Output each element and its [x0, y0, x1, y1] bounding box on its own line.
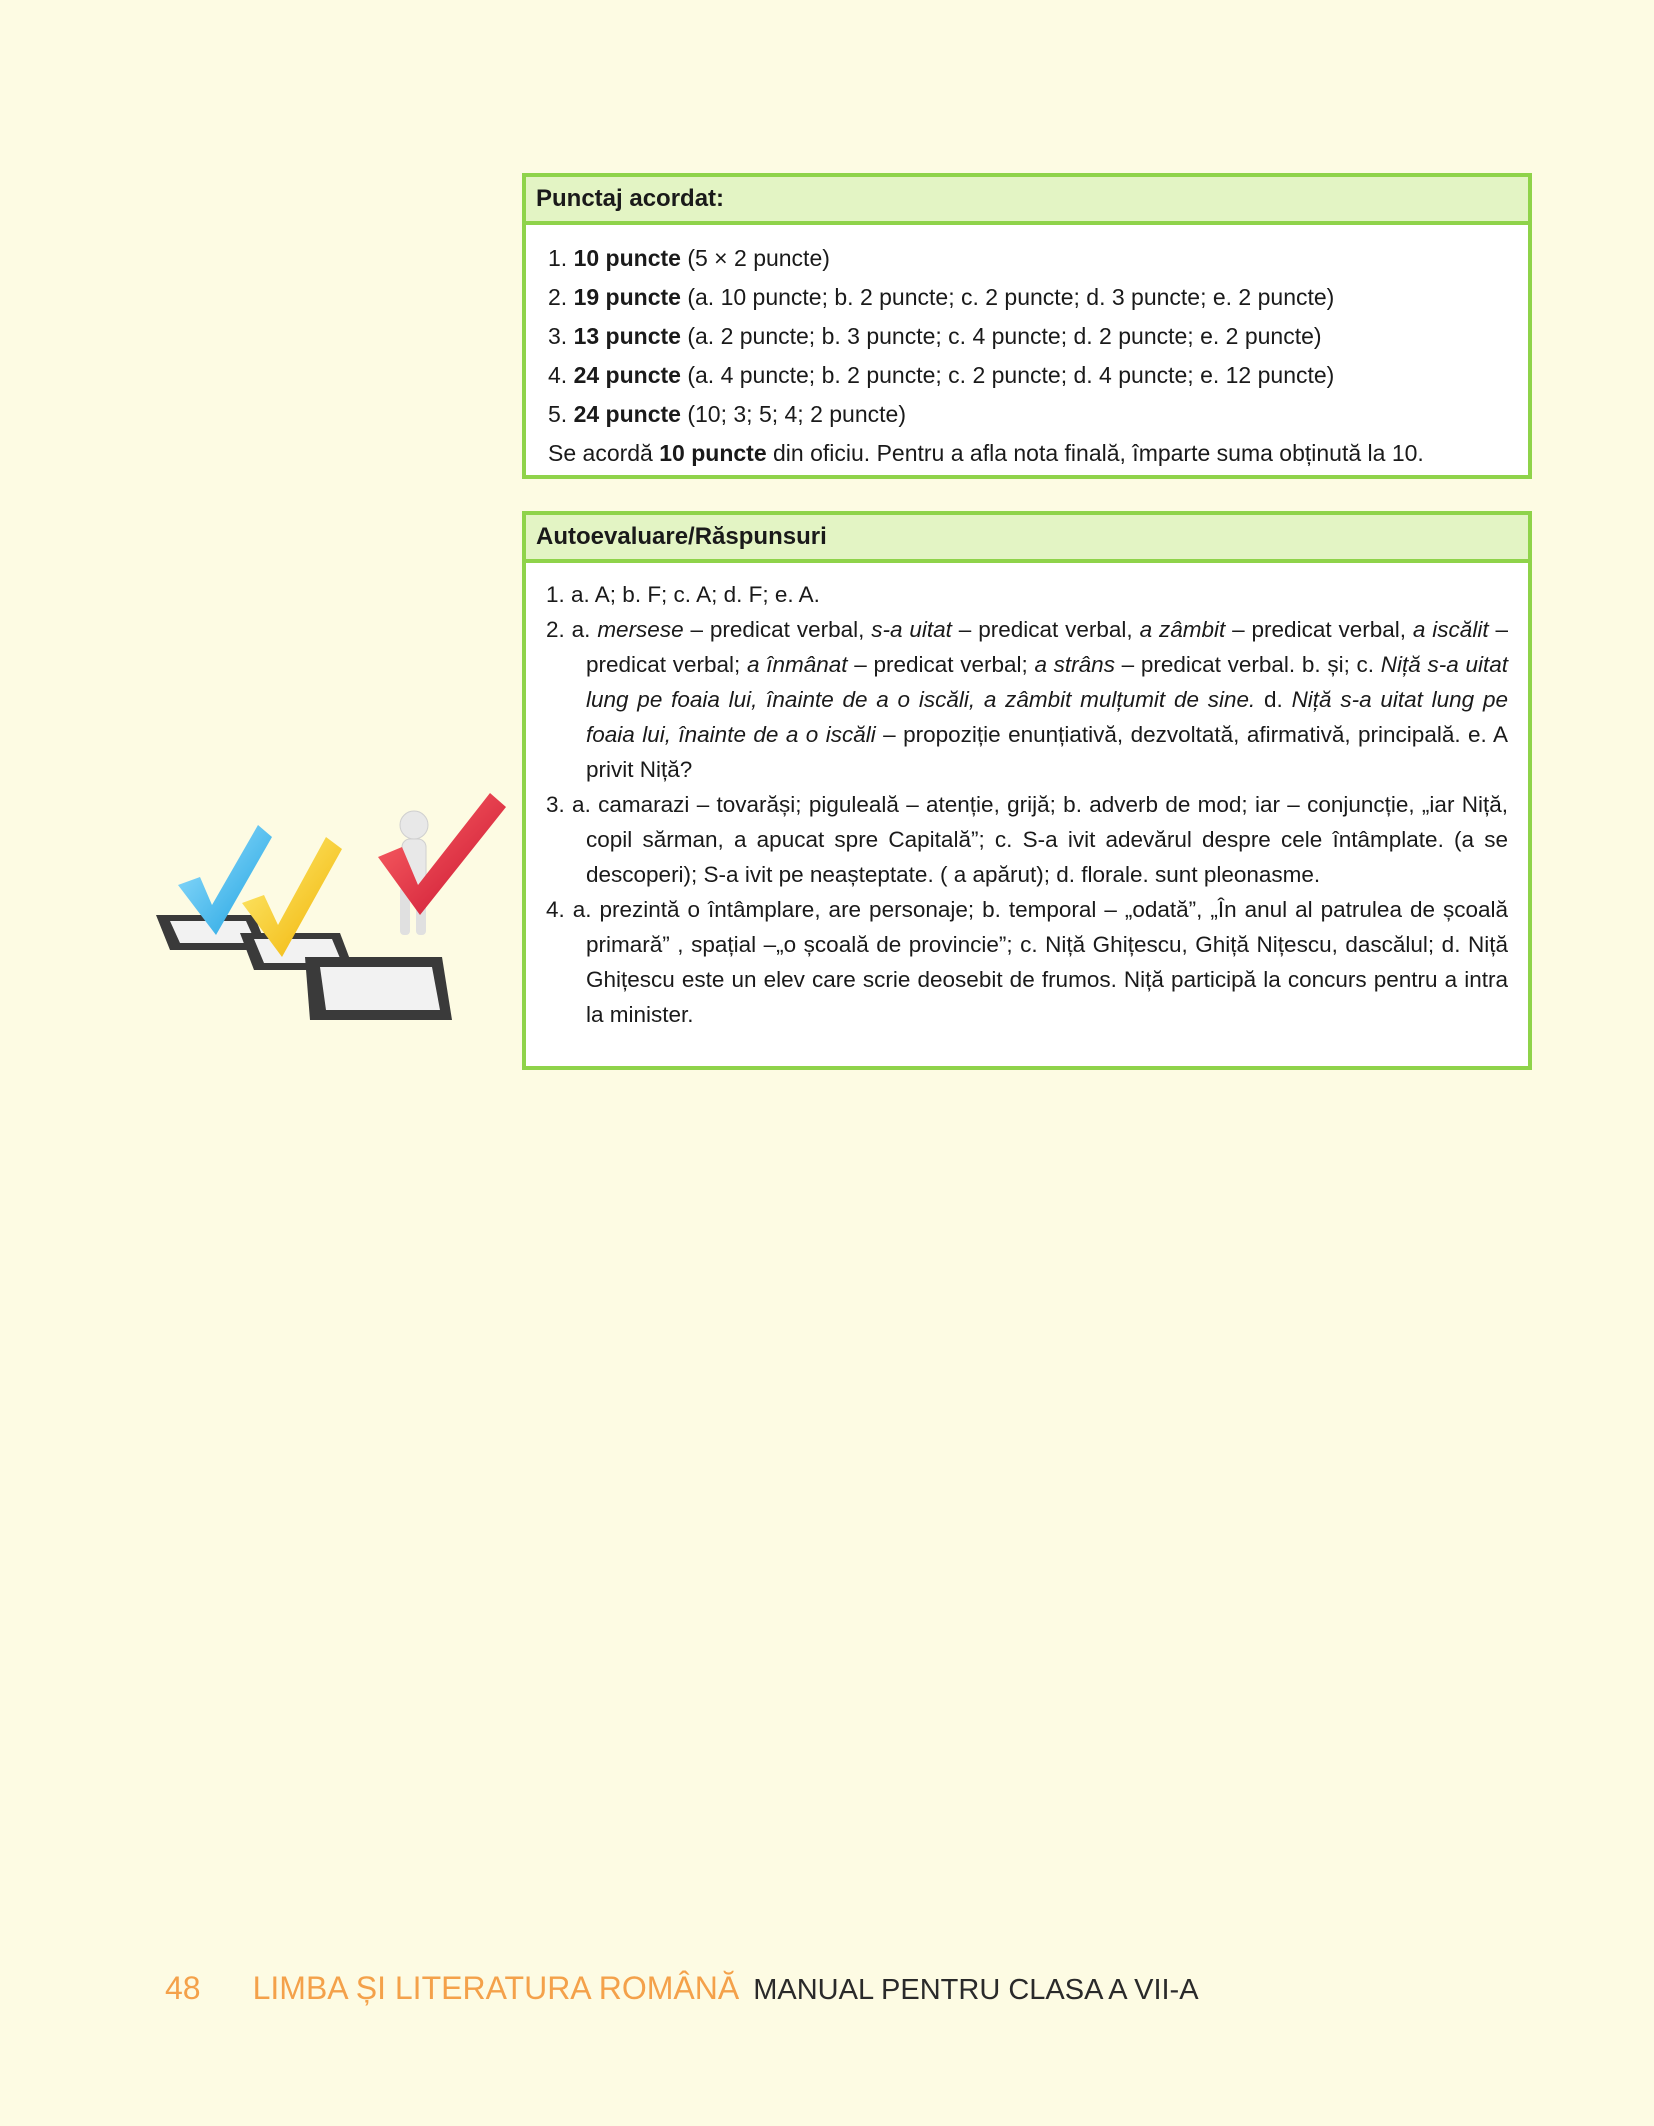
page-number: 48 [165, 1970, 201, 2006]
checklist-icon [150, 785, 520, 1030]
list-item: 1. 10 puncte (5 × 2 puncte) [548, 245, 830, 271]
list-item: 4. 24 puncte (a. 4 puncte; b. 2 puncte; c. 2 puncte; d. 4 puncte; e. 12 puncte) [548, 362, 1335, 388]
answer-4: 4. a. prezintă o întâmplare, are personaje; b. temporal – „odată”, „În anul al patrulea de școală primară” , spațial –„o școală de provincie”; c. Niță Ghițescu, Ghiță Nițescu, dascălul; d. Niță Ghițescu este un elev care scrie deosebit de frumos. Niță participă la concurs pentru a intra la minister. [546, 897, 1508, 1027]
answers-box [522, 511, 1532, 1070]
answer-2: 2. a. mersese – predicat verbal, s-a uitat – predicat verbal, a zâmbit – predicat verbal, a iscălit – predicat verbal; a înmânat – predicat verbal; a strâns – predicat verbal. b. și; c. Niță s-a uitat lung pe foaia lui, înainte de a o iscăli, a zâmbit mulțumit de sine. d. Niță s-a uitat lung pe foaia lui, înainte de a o iscăli – propoziție enunțiativă, dezvoltată, afirmativă, principală. e. A privit Niță? [546, 617, 1508, 782]
book-title: LIMBA ȘI LITERATURA ROMÂNĂ [252, 1970, 740, 2006]
scoring-note: Se acordă 10 puncte din oficiu. Pentru a afla nota finală, împarte suma obținută la 10. [548, 440, 1424, 466]
book-subtitle: MANUAL PENTRU CLASA A VII-A [753, 1974, 1199, 2006]
answers-title: Autoevaluare/Răspunsuri [526, 515, 1528, 563]
list-item: 5. 24 puncte (10; 3; 5; 4; 2 puncte) [548, 401, 906, 427]
list-item: 3. 13 puncte (a. 2 puncte; b. 3 puncte; c. 4 puncte; d. 2 puncte; e. 2 puncte) [548, 323, 1322, 349]
list-item: 2. 19 puncte (a. 10 puncte; b. 2 puncte; c. 2 puncte; d. 3 puncte; e. 2 puncte) [548, 284, 1335, 310]
page-footer [165, 1968, 1199, 2010]
scoring-list [526, 225, 1528, 473]
answer-1: 1. a. A; b. F; c. A; d. F; e. A. [546, 582, 820, 607]
scoring-box [522, 173, 1532, 479]
scoring-title: Punctaj acordat: [526, 177, 1528, 225]
check-red-icon [378, 793, 506, 915]
answers-list [526, 563, 1528, 1032]
answer-3: 3. a. camarazi – tovarăși; piguleală – atenție, grijă; b. adverb de mod; iar – conjuncție, „iar Niță, copil sărman, a apucat spre Capitală”; c. S-a ivit adevărul despre cele întâmplate. (a se descoperi); S-a ivit pe neașteptate. ( a apărut); d. florale. sunt pleonasme. [546, 792, 1508, 887]
